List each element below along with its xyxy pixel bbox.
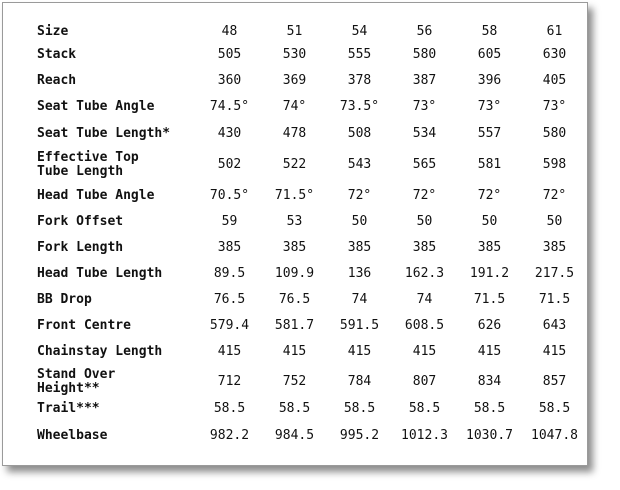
cell-value: 360 (217, 73, 242, 88)
row-label: Chainstay Length (37, 344, 163, 359)
cell-value: 984.5 (274, 428, 315, 443)
cell-value: 50 (546, 214, 563, 229)
cell-value: 807 (412, 374, 437, 389)
cell-value: 71.5° (274, 188, 315, 203)
row-label: Effective Top Tube Length (37, 150, 139, 179)
cell-value: 369 (282, 73, 307, 88)
cell-value: 415 (412, 344, 437, 359)
table-row-trail (37, 399, 587, 419)
cell-value: 109.9 (274, 266, 315, 281)
cell-value: 385 (282, 240, 307, 255)
cell-value: 58.5 (473, 401, 506, 416)
cell-value: 415 (282, 344, 307, 359)
table-row-stand-over-height (37, 365, 587, 399)
cell-value: 76.5 (278, 292, 311, 307)
cell-value: 385 (347, 240, 372, 255)
cell-value: 53 (286, 214, 303, 229)
cell-value: 415 (347, 344, 372, 359)
cell-value: 72° (477, 188, 502, 203)
cell-value: 50 (416, 214, 433, 229)
cell-value: 73° (412, 99, 437, 114)
table-row-stack (37, 42, 587, 68)
geometry-table (37, 22, 587, 453)
table-row-head-tube-length (37, 261, 587, 287)
cell-value: 385 (477, 240, 502, 255)
cell-value: 505 (217, 47, 242, 62)
cell-value: 385 (217, 240, 242, 255)
cell-value: 982.2 (209, 428, 250, 443)
table-row-reach (37, 68, 587, 94)
cell-value: 1012.3 (401, 428, 448, 443)
table-row-seat-tube-length (37, 120, 587, 147)
cell-value: 415 (477, 344, 502, 359)
cell-value: 712 (217, 374, 242, 389)
cell-value: 530 (282, 47, 307, 62)
cell-value: 396 (477, 73, 502, 88)
cell-value: 598 (542, 157, 567, 172)
row-label: Head Tube Length (37, 266, 163, 281)
cell-value: 643 (542, 318, 567, 333)
cell-value: 580 (412, 47, 437, 62)
cell-value: 73° (542, 99, 567, 114)
row-label: Reach (37, 73, 77, 88)
cell-value: 58.5 (408, 401, 441, 416)
cell-value: 74° (282, 99, 307, 114)
cell-value: 191.2 (469, 266, 510, 281)
cell-value: 478 (282, 125, 307, 141)
cell-value: 581 (477, 157, 502, 172)
cell-value: 1047.8 (531, 428, 578, 443)
cell-value: 415 (217, 344, 242, 359)
cell-value: 1030.7 (466, 428, 513, 443)
size-header-cell: 54 (351, 24, 368, 39)
cell-value: 58.5 (343, 401, 376, 416)
geometry-card (2, 2, 588, 466)
cell-value: 50 (481, 214, 498, 229)
cell-value: 162.3 (404, 266, 445, 281)
cell-value: 581.7 (274, 318, 315, 333)
table-row-effective-top-tube-length (37, 147, 587, 183)
cell-value: 555 (347, 47, 372, 62)
cell-value: 579.4 (209, 318, 250, 333)
cell-value: 73° (477, 99, 502, 114)
cell-value: 73.5° (339, 99, 380, 114)
size-header-cell: 56 (416, 24, 433, 39)
cell-value: 89.5 (213, 266, 246, 281)
cell-value: 50 (351, 214, 368, 229)
row-label: Seat Tube Length* (37, 125, 171, 141)
cell-value: 608.5 (404, 318, 445, 333)
table-row-fork-length (37, 235, 587, 261)
cell-value: 580 (542, 125, 567, 141)
cell-value: 70.5° (209, 188, 250, 203)
cell-value: 630 (542, 47, 567, 62)
size-header-cell: 61 (546, 24, 563, 39)
cell-value: 58.5 (538, 401, 571, 416)
cell-value: 415 (542, 344, 567, 359)
cell-value: 995.2 (339, 428, 380, 443)
row-label: Wheelbase (37, 428, 108, 443)
row-label: BB Drop (37, 292, 92, 307)
cell-value: 71.5 (473, 292, 506, 307)
cell-value: 534 (412, 125, 437, 141)
cell-value: 385 (542, 240, 567, 255)
geometry-table-body (37, 22, 587, 453)
cell-value: 58.5 (213, 401, 246, 416)
size-header-row (37, 22, 587, 42)
cell-value: 59 (221, 214, 238, 229)
cell-value: 136 (347, 266, 372, 281)
cell-value: 626 (477, 318, 502, 333)
table-row-fork-offset (37, 209, 587, 235)
row-label: Front Centre (37, 318, 131, 333)
cell-value: 508 (347, 125, 372, 141)
table-row-front-centre (37, 313, 587, 339)
row-label: Fork Offset (37, 214, 124, 229)
cell-value: 591.5 (339, 318, 380, 333)
size-header-cell: 51 (286, 24, 303, 39)
cell-value: 378 (347, 73, 372, 88)
table-row-bb-drop (37, 287, 587, 313)
cell-value: 565 (412, 157, 437, 172)
cell-value: 502 (217, 157, 242, 172)
cell-value: 72° (542, 188, 567, 203)
cell-value: 72° (412, 188, 437, 203)
cell-value: 522 (282, 157, 307, 172)
cell-value: 58.5 (278, 401, 311, 416)
row-label: Stack (37, 47, 77, 62)
size-header-cell: 58 (481, 24, 498, 39)
row-label: Fork Length (37, 240, 124, 255)
cell-value: 71.5 (538, 292, 571, 307)
cell-value: 72° (347, 188, 372, 203)
row-label: Seat Tube Angle (37, 99, 155, 114)
cell-value: 752 (282, 374, 307, 389)
cell-value: 857 (542, 374, 567, 389)
row-label: Head Tube Angle (37, 188, 155, 203)
cell-value: 76.5 (213, 292, 246, 307)
cell-value: 74.5° (209, 99, 250, 114)
cell-value: 784 (347, 374, 372, 389)
table-row-wheelbase (37, 419, 587, 453)
table-row-chainstay-length (37, 339, 587, 365)
cell-value: 385 (412, 240, 437, 255)
cell-value: 387 (412, 73, 437, 88)
cell-value: 74 (351, 292, 368, 307)
row-label: Trail*** (37, 401, 100, 416)
cell-value: 557 (477, 125, 502, 141)
table-row-seat-tube-angle (37, 94, 587, 120)
cell-value: 405 (542, 73, 567, 88)
table-row-head-tube-angle (37, 183, 587, 209)
cell-value: 834 (477, 374, 502, 389)
cell-value: 74 (416, 292, 433, 307)
size-header-cell: 48 (221, 24, 238, 39)
cell-value: 543 (347, 157, 372, 172)
row-label: Stand Over Height** (37, 367, 116, 396)
cell-value: 217.5 (534, 266, 575, 281)
cell-value: 605 (477, 47, 502, 62)
cell-value: 430 (217, 125, 242, 141)
size-label: Size (37, 24, 69, 39)
